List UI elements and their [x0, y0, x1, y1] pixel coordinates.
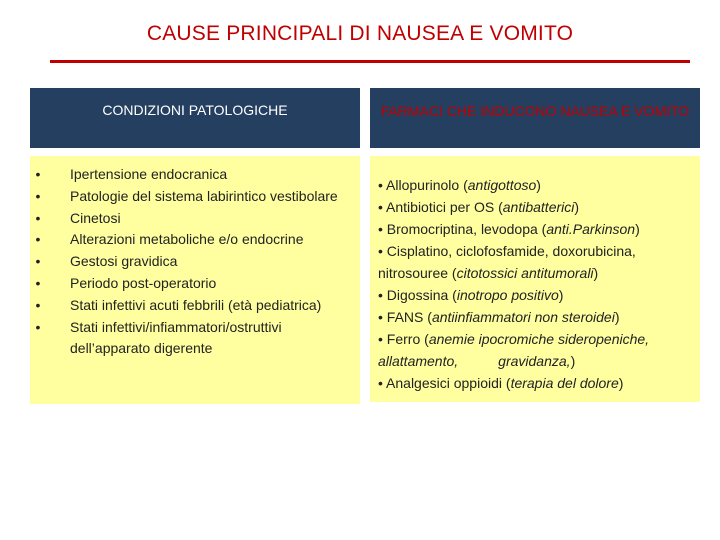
bullet-icon: • — [35, 274, 41, 291]
bullet-icon: • — [35, 166, 41, 182]
bullet-icon: • — [378, 199, 383, 215]
drug-line: • Digossina (inotropo positivo) — [378, 287, 564, 303]
drug-line: • Antibiotici per OS (antibatterici) — [378, 199, 580, 215]
drug-line: • Cisplatino, ciclofosfamide, doxorubicina, — [378, 243, 636, 259]
title-underline — [50, 60, 690, 63]
drug-line: • Allopurinolo (antigottoso) — [378, 177, 541, 193]
header-drugs: FARMACI CHE INDUCONO NAUSEA E VOMITO — [370, 88, 700, 148]
bullet-icon: • — [35, 296, 41, 313]
bullet-icon: • — [35, 209, 41, 226]
conditions-box — [30, 156, 360, 404]
bullet-icon: • — [378, 309, 383, 325]
drug-line: allattamento, gravidanza,) — [378, 353, 576, 369]
conditions-list — [30, 164, 354, 360]
condition-item: • Patologie del sistema labirintico vestibolare — [30, 186, 354, 208]
bullet-icon: • — [35, 231, 41, 248]
condition-item: • Stati infettivi/infiammatori/ostruttivi dell’apparato digerente — [30, 317, 354, 361]
condition-item: • Alterazioni metaboliche e/o endocrine — [30, 229, 354, 251]
condition-item: • Gestosi gravidica — [30, 251, 354, 273]
condition-item: • Ipertensione endocranica — [30, 164, 354, 186]
bullet-icon: • — [378, 243, 383, 259]
condition-item: • Periodo post-operatorio — [30, 273, 354, 295]
condition-item: • Cinetosi — [30, 208, 354, 230]
header-conditions: CONDIZIONI PATOLOGICHE — [30, 88, 360, 148]
drug-line: • FANS (antiinfiammatori non steroidei) — [378, 309, 620, 325]
condition-item: • Stati infettivi acuti febbrili (età pediatrica) — [30, 295, 354, 317]
drug-line: nitrosouree (citotossici antitumorali) — [378, 265, 599, 281]
bullet-icon: • — [378, 375, 383, 391]
drugs-box — [370, 156, 700, 402]
bullet-icon: • — [378, 331, 383, 347]
page-title: CAUSE PRINCIPALI DI NAUSEA E VOMITO — [146, 22, 574, 45]
drug-line: • Ferro (anemie ipocromiche sideropeniche, — [378, 331, 650, 347]
bullet-icon: • — [378, 221, 383, 237]
bullet-icon: • — [35, 253, 41, 270]
bullet-icon: • — [35, 187, 41, 204]
bullet-icon: • — [378, 287, 383, 303]
drug-line: • Bromocriptina, levodopa (anti.Parkinson) — [378, 221, 640, 237]
drug-line: • Analgesici oppioidi (terapia del dolore) — [378, 375, 624, 391]
bullet-icon: • — [35, 318, 41, 335]
bullet-icon: • — [378, 177, 383, 193]
